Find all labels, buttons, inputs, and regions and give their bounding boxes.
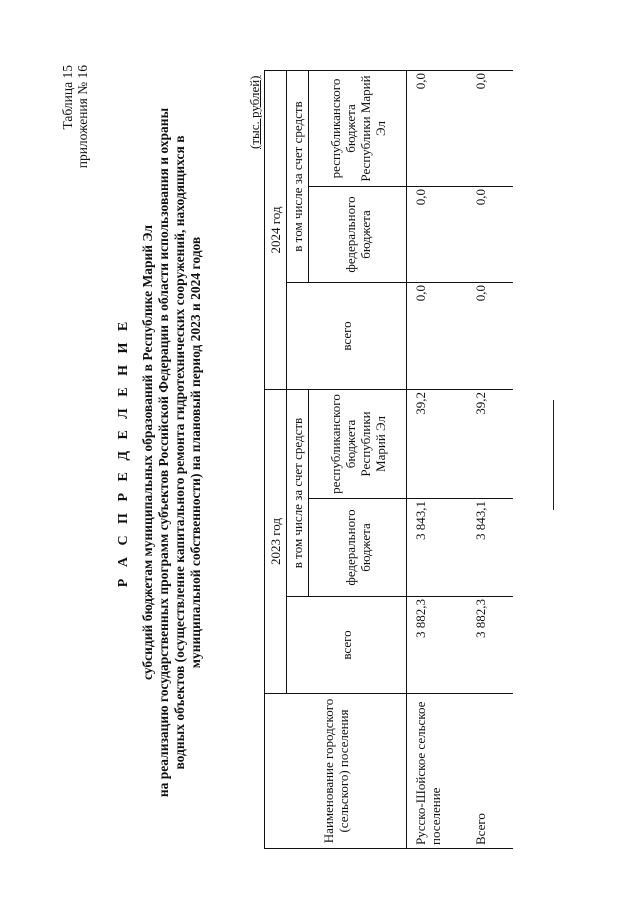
units-label: (тыс. рублей)	[247, 75, 262, 149]
total-2023: 3 882,3	[467, 597, 513, 694]
total-2023: 3 882,3	[407, 597, 467, 694]
header-federal-2023: федерального бюджета	[309, 499, 407, 597]
table-number: Таблица 15	[60, 65, 75, 130]
header-federal-2024: федерального бюджета	[309, 187, 407, 283]
header-settlement-name: Наименование городского (сельского) поселения	[265, 694, 407, 849]
table-row-total	[467, 71, 513, 849]
subtitle-line: муниципальной собственности) на плановый период 2023 и 2024 годов	[188, 236, 203, 669]
subtitle-line: на реализацию государственных программ субъектов Российской Федерации в области использования и охраны	[156, 107, 171, 798]
federal-2024: 0,0	[407, 187, 467, 283]
republic-2024: 0,0	[407, 71, 467, 187]
distribution-table	[264, 70, 513, 849]
total-2024: 0,0	[407, 283, 467, 390]
table-row	[407, 71, 467, 849]
republic-2023: 39,2	[407, 390, 467, 499]
header-total-2024: всего	[287, 283, 407, 390]
republic-2024: 0,0	[467, 71, 513, 187]
settlement-name: Всего	[467, 694, 513, 849]
federal-2023: 3 843,1	[407, 499, 467, 597]
divider-line	[553, 400, 554, 510]
table-header	[60, 65, 90, 305]
header-including-2023: в том числе за счет средств	[287, 390, 309, 597]
header-year-2024: 2024 год	[265, 71, 287, 390]
header-republic-2024: республиканского бюджета Республики Марий Эл	[309, 71, 407, 187]
settlement-name: Русско-Шойское сельское поселение	[407, 694, 467, 849]
total-2024: 0,0	[467, 283, 513, 390]
subtitle-line: субсидий бюджетам муниципальных образований в Республике Марий Эл	[140, 225, 155, 680]
federal-2023: 3 843,1	[467, 499, 513, 597]
header-including-2024: в том числе за счет средств	[287, 71, 309, 283]
republic-2023: 39,2	[467, 390, 513, 499]
federal-2024: 0,0	[467, 187, 513, 283]
header-republic-2023: республиканского бюджета Республики Марий Эл	[309, 390, 407, 499]
subtitle-line: водных объектов (осуществление капитального ремонта гидротехнических сооружений, находящихся в	[172, 135, 187, 770]
header-total-2023: всего	[287, 597, 407, 694]
appendix-number: приложения № 16	[75, 65, 90, 169]
document-subtitle	[140, 0, 204, 905]
header-year-2023: 2023 год	[265, 390, 287, 694]
document-title: Р А С П Р Е Д Е Л Е Н И Е	[116, 317, 131, 588]
